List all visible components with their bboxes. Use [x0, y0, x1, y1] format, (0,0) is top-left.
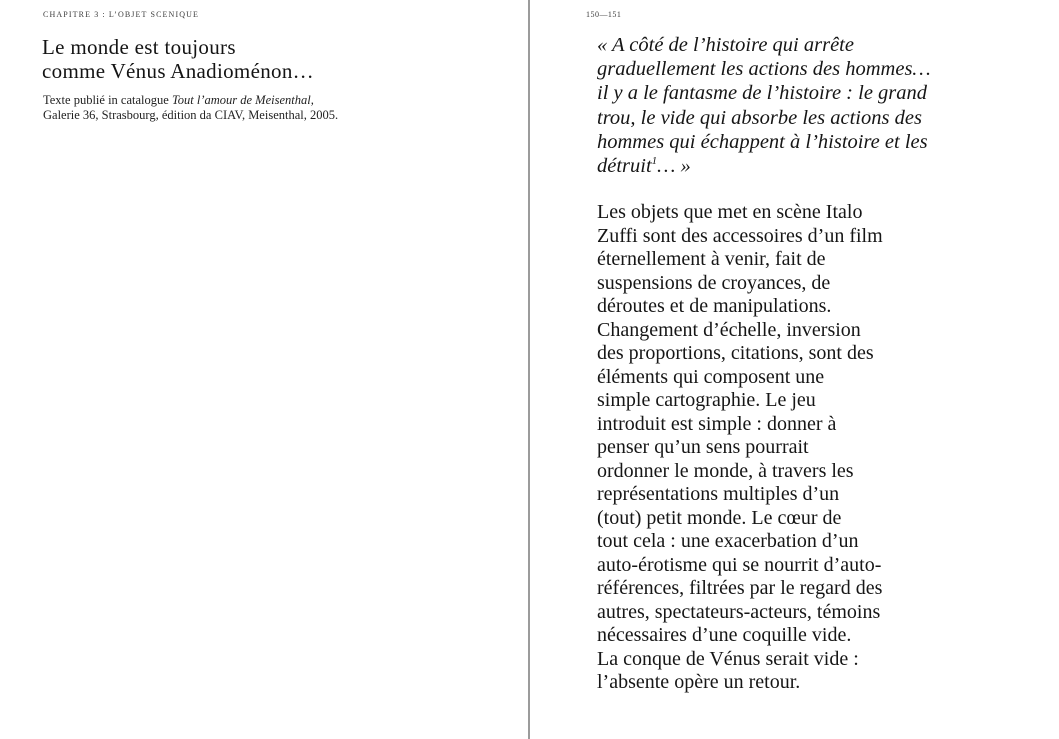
quote-last-line-text: détruit [597, 155, 652, 178]
article-title: Le monde est toujours comme Vénus Anadioménon… [42, 35, 314, 83]
body-paragraph: Les objets que met en scène Italo Zuffi sont des accessoires d’un film éternellement à venir, fait de suspensions de croyances, de déroutes et de manipulations. Changement d’échelle, inversion des proportions, citations, sont des éléments qui composent une simple cartographie. Le jeu introduit est simple : donner à penser qu’un sens pourrait ordonner le monde, à travers les représentations multiples d’un (tout) petit monde. Le cœur de tout cela : une exacerbation d’un auto-érotisme qui se nourrit d’auto- références, filtrées par le regard des autres, spectateurs-acteurs, témoins nécessaires d’une coquille vide. La conque de Vénus serait vide : l’absente opère un retour. [597, 201, 883, 693]
caption-line2: Galerie 36, Strasbourg, édition da CIAV, Meisenthal, 2005. [43, 108, 339, 122]
caption-prefix: Texte publié in catalogue [43, 93, 172, 107]
chapter-running-header: CHAPITRE 3 : L’OBJET SCENIQUE [43, 10, 200, 19]
quote-lines: « A côté de l’histoire qui arrête graduellement les actions des hommes… il y a le fantasme de l’histoire : le grand trou, le vide qui absorbe les actions des hommes qui échappent à l’histoire et les [597, 34, 931, 153]
publication-caption [43, 93, 338, 123]
caption-catalogue-title: Tout l’amour de Meisenthal, [171, 93, 314, 107]
epigraph-quote [597, 33, 942, 178]
footnote-marker: 1 [651, 155, 658, 168]
quote-closing: … » [657, 155, 691, 178]
page-gutter-divider [528, 0, 530, 739]
page-numbers: 150—151 [586, 10, 622, 19]
